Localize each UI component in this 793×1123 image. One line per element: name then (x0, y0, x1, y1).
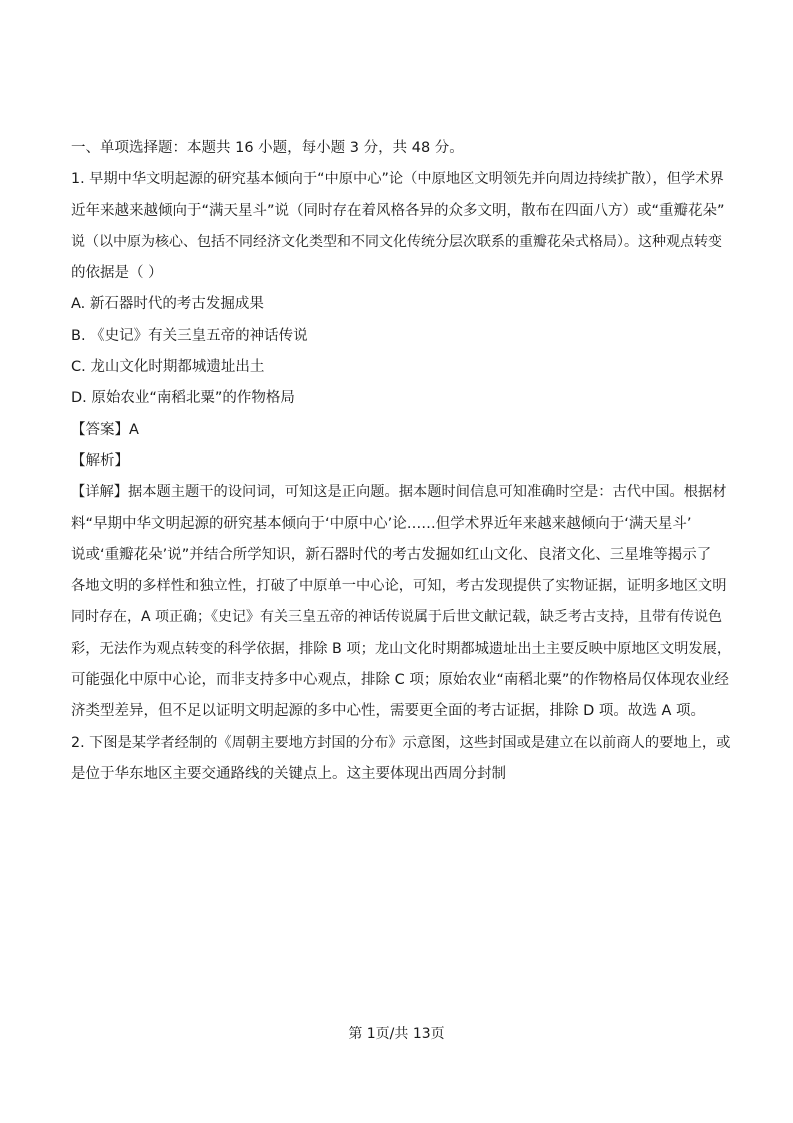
document-body (71, 133, 731, 790)
analysis-line: 彩，无法作为观点转变的科学依据，排除 B 项；龙山文化时期都城遗址出土主要反映中原地区文明发展， (71, 640, 732, 657)
option-c: C. 龙山文化时期都城遗址出土 (71, 359, 265, 376)
option-a: A. 新石器时代的考古发掘成果 (71, 296, 264, 313)
section-heading: 一、单项选择题：本题共 16 小题，每小题 3 分，共 48 分。 (71, 140, 464, 156)
question-2 (71, 728, 731, 791)
answer-line: 【答案】A (71, 421, 139, 438)
analysis-line: 可能强化中原中心论，而非支持多中心观点，排除 C 项；原始农业“南稻北粟”的作物格局仅体现农业经 (71, 672, 729, 689)
question-stem-line: 1. 早期中华文明起源的研究基本倾向于“中原中心”论（中原地区文明领先并向周边持续扩散），但学术界 (71, 171, 724, 188)
question-1 (71, 164, 731, 727)
option-d: D. 原始农业“南稻北粟”的作物格局 (71, 390, 295, 407)
page-footer: 第 1页/共 13页 (348, 1026, 445, 1042)
question-stem-line: 2. 下图是某学者经制的《周朝主要地方封国的分布》示意图，这些封国或是建立在以前商人的要地上，或 (71, 734, 731, 751)
option-b: B. 《史记》有关三皇五帝的神话传说 (71, 327, 308, 344)
analysis-line: 料“早期中华文明起源的研究基本倾向于‘中原中心’论……但学术界近年来越来越倾向于‘满天星斗’ (71, 515, 692, 532)
question-stem-line: 近年来越来越倾向于“满天星斗”说（同时存在着风格各异的众多文明，散布在四面八方）或“重瓣花朵” (71, 202, 725, 219)
analysis-line: 同时存在，A 项正确；《史记》有关三皇五帝的神话传说属于后世文献记载，缺乏考古支持，且带有传说色 (71, 609, 723, 626)
analysis-label: 【解析】 (71, 452, 129, 469)
question-stem-line: 的依据是（ ） (71, 265, 163, 282)
question-stem-line: 是位于华东地区主要交通路线的关键点上。这主要体现出西周分封制 (71, 765, 506, 782)
analysis-line: 说或‘重瓣花朵’说”并结合所学知识，新石器时代的考古发掘如红山文化、良渚文化、三星堆等揭示了 (71, 546, 712, 563)
analysis-line: 济类型差异，但不足以证明文明起源的多中心性，需要更全面的考古证据，排除 D 项。故选 A 项。 (71, 703, 706, 720)
analysis-line: 各地文明的多样性和独立性，打破了中原单一中心论，可知，考古发现提供了实物证据，证明多地区文明 (71, 578, 727, 595)
analysis-line: 【详解】据本题主题干的设问词，可知这是正向题。据本题时间信息可知准确时空是：古代中国。根据材 (71, 484, 727, 501)
question-stem-line: 说（以中原为核心、包括不同经济文化类型和不同文化传统分层次联系的重瓣花朵式格局）。这种观点转变 (71, 233, 722, 250)
